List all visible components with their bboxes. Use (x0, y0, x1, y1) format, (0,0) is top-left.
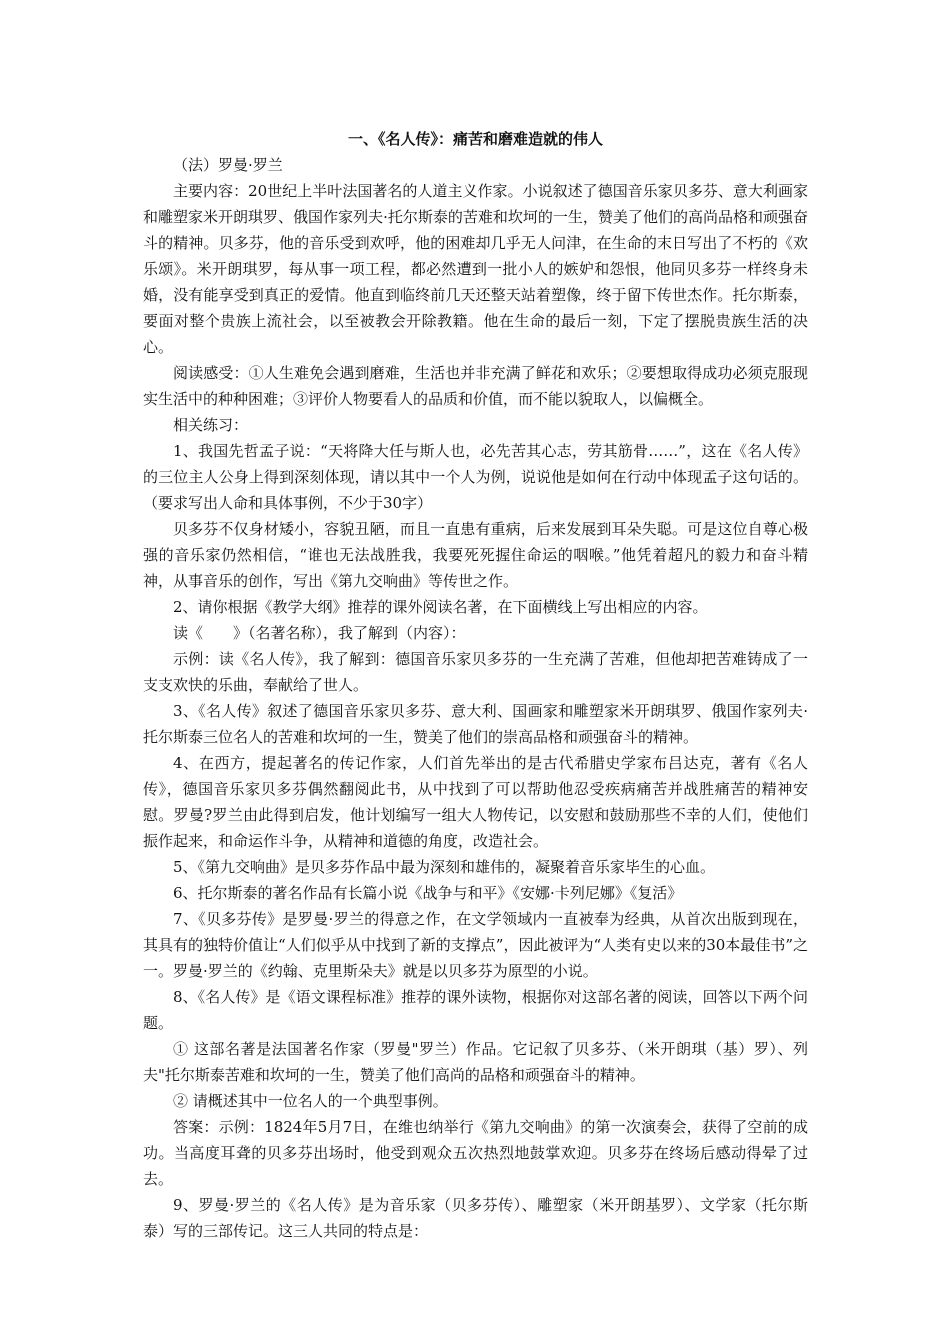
paragraph-q5: 5、《第九交响曲》是贝多芬作品中最为深刻和雄伟的，凝聚着音乐家毕生的心血。 (173, 858, 716, 876)
paragraph-q8-answer: 答案：示例：1824年5月7日，在维也纳举行《第九交响曲》的第一次演奏会，获得了空前的成功。当高度耳聋的贝多芬出场时，他受到观众五次热烈地鼓掌欢迎。贝多芬在终场后感动得晕了过去。 (143, 1118, 808, 1188)
paragraph-q4: 4、在西方，提起著名的传记作家，人们首先举出的是古代希腊史学家布吕达克，著有《名人传》，德国音乐家贝多芬偶然翻阅此书，从中找到了可以帮助他忍受疾病痛苦并战胜痛苦的精神安慰。罗曼?罗兰由此得到启发，他计划编写一组大人物传记，以安慰和鼓励那些不幸的人们，使他们振作起来，和命运作斗争，从精神和道德的角度，改造社会。 (143, 754, 808, 850)
author-line: （法）罗曼·罗兰 (173, 156, 283, 174)
paragraph-q2-example: 示例：读《名人传》，我了解到：德国音乐家贝多芬的一生充满了苦难，但他却把苦难铸成了一支支欢快的乐曲，奉献给了世人。 (143, 650, 808, 694)
document-title: 一、《名人传》：痛苦和磨难造就的伟人 (347, 130, 603, 148)
paragraph-q6: 6、托尔斯泰的著名作品有长篇小说《战争与和平》《安娜·卡列尼娜》《复活》 (173, 884, 683, 902)
paragraph-q3: 3、《名人传》叙述了德国音乐家贝多芬、意大利、国画家和雕塑家米开朗琪罗、俄国作家列夫·托尔斯泰三位名人的苦难和坎坷的一生，赞美了他们的崇高品格和顽强奋斗的精神。 (143, 702, 808, 746)
paragraph-q8-part1: ① 这部名著是法国著名作家（罗曼"罗兰）作品。它记叙了贝多芬、（米开朗琪（基）罗）、列夫"托尔斯泰苦难和坎坷的一生，赞美了他们高尚的品格和顽强奋斗的精神。 (143, 1040, 808, 1084)
paragraph-q2-template: 读《 》（名著名称），我了解到（内容）： (173, 624, 466, 642)
paragraph-q2: 2、请你根据《教学大纲》推荐的课外阅读名著，在下面横线上写出相应的内容。 (173, 598, 708, 616)
paragraph-q9: 9、罗曼·罗兰的《名人传》是为音乐家（贝多芬传）、雕塑家（米开朗基罗）、文学家（托尔斯泰）写的三部传记。这三人共同的特点是： (143, 1196, 808, 1240)
paragraph-q1-answer: 贝多芬不仅身材矮小，容貌丑陋，而且一直患有重病，后来发展到耳朵失聪。可是这位自尊心极强的音乐家仍然相信，“谁也无法战胜我，我要死死握住命运的咽喉。”他凭着超凡的毅力和奋斗精神，从事音乐的创作，写出《第九交响曲》等传世之作。 (143, 520, 808, 590)
paragraph-q8-part2: ② 请概述其中一位名人的一个典型事例。 (173, 1092, 448, 1110)
paragraph-q8: 8、《名人传》是《语文课程标准》推荐的课外读物，根据你对这部名著的阅读，回答以下两个问题。 (143, 988, 808, 1032)
document-page (143, 128, 808, 1244)
paragraph-q7: 7、《贝多芬传》是罗曼·罗兰的得意之作，在文学领域内一直被奉为经典，从首次出版到现在，其具有的独特价值让“人们似乎从中找到了新的支撑点”，因此被评为“人类有史以来的30本最佳书”之一。罗曼·罗兰的《约翰、克里斯朵夫》就是以贝多芬为原型的小说。 (143, 910, 808, 980)
paragraph-reading-feeling: 阅读感受：①人生难免会遇到磨难，生活也并非充满了鲜花和欢乐；②要想取得成功必须克服现实生活中的种种困难；③评价人物要看人的品质和价值，而不能以貌取人，以偏概全。 (143, 364, 808, 408)
paragraph-exercises-heading: 相关练习： (173, 416, 249, 434)
paragraph-q1: 1、我国先哲孟子说：“天将降大任与斯人也，必先苦其心志，劳其筋骨……”，这在《名人传》的三位主人公身上得到深刻体现，请以其中一个人为例，说说他是如何在行动中体现孟子这句话的。（要求写出人命和具体事例，不少于30字） (143, 442, 808, 512)
paragraph-summary: 主要内容：20世纪上半叶法国著名的人道主义作家。小说叙述了德国音乐家贝多芬、意大利画家和雕塑家米开朗琪罗、俄国作家列夫·托尔斯泰的苦难和坎坷的一生，赞美了他们的高尚品格和顽强奋斗的精神。贝多芬，他的音乐受到欢呼，他的困难却几乎无人问津，在生命的末日写出了不朽的《欢乐颂》。米开朗琪罗，每从事一项工程，都必然遭到一批小人的嫉妒和怨恨，他同贝多芬一样终身未婚，没有能享受到真正的爱情。他直到临终前几天还整天站着塑像，终于留下传世杰作。托尔斯泰，要面对整个贵族上流社会，以至被教会开除教籍。他在生命的最后一刻，下定了摆脱贵族生活的决心。 (143, 182, 808, 356)
